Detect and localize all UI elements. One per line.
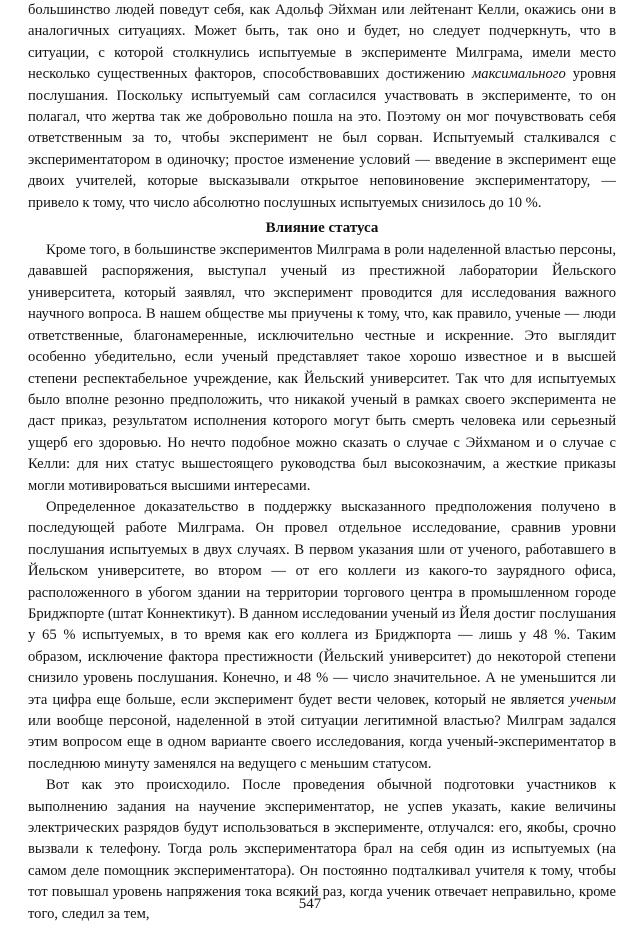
emphasis-maximal: максимального — [471, 66, 566, 83]
emphasis-scientist: ученым — [569, 691, 616, 708]
text-run: Вот как это происходило. После проведения обычной подготовки участников к выполнению задания на научение экспериментатор, не успев указать, какие величины электрических разрядов будут использоваться в эксперименте, отлучался: его, якобы, срочно вызвали к телефону. Тогда роль экспериментатора брал на себя один из испытуемых (на самом деле помощник экспериментатора). Он постоянно подталкивал учителя к тому, чтобы тот повышал уровень напряжения тока всякий раз, когда ученик отвечает неправильно, кроме того, следил за тем, — [28, 777, 616, 922]
text-run: уровня послушания. Поскольку испытуемый сам согласился участвовать в эксперименте, то он полагал, что жертва так же добровольно пошла на это. Поэтому он мог почувствовать себя ответственным за то, чтобы эксперимент не был сорван. Испытуемый сталкивался с экспериментатором в одиночку; простое изменение условий — введение в эксперимент еще двоих учителей, которые высказывали открытое неповиновение экспериментатору, — привело к тому, что число абсолютно послушных испытуемых снизилось до 10 %. — [28, 66, 617, 211]
text-run: большинство людей поведут себя, как Адольф Эйхман или лейтенант Келли, окажись они в аналогичных ситуациях. Может быть, так оно и будет, но следует подчеркнуть, что в ситуации, с которой столкнулись испытуемые в эксперименте Милграма, имели место несколько существенных факторов, способствовавших достижению — [28, 2, 616, 83]
paragraph-status-intro — [28, 240, 616, 497]
body-text — [28, 0, 616, 925]
text-run: Определенное доказательство в поддержку высказанного предположения получено в последующей работе Милграма. Он провел отдельное исследование, сравнив уровни послушания испытуемых в двух случаях. В первом указания шли от ученого, работавшего в Йельском университете, во втором — от его коллеги из какого-то заурядного офиса, расположенного в убогом здании на территории торгового центра в промышленном городе Бриджпорте (штат Коннектикут). В данном исследовании ученый из Йеля достиг послушания у 65 % испытуемых, в то время как его коллега из Бриджпорта — лишь у 48 %. Таким образом, исключение фактора престижности (Йельский университет) до некоторой степени снизило уровень послушания. Конечно, и 48 % — число значительное. А не уменьшится ли эта цифра еще больше, если эксперимент будет вести человек, который не является — [28, 498, 616, 708]
paragraph-bridgeport-study — [28, 497, 616, 775]
section-heading: Влияние статуса — [265, 220, 379, 237]
page-number: 547 — [298, 896, 322, 912]
text-run: Кроме того, в большинстве экспериментов Милграма в роли наделенной властью персоны, дававшей распоряжения, выступал ученый из престижной лаборатории Йельского университета, который заявлял, что эксперимент проводится для исследования важного научного вопроса. В нашем обществе мы приучены к тому, что, как правило, ученые — люди ответственные, благонамеренные, исключительно честные и искренние. Это выглядит особенно убедительно, если ученый представляет такое хорошо известное и в высшей степени респектабельное учреждение, как Йельский университет. Так что для испытуемых было вполне резонно предположить, что никакой ученый в рамках своего эксперимента не даст приказ, результатом исполнения которого могут быть смерть человека или серьезный ущерб его здоровью. Но нечто подобное можно сказать о случае с Эйхманом и о случае с Келли: для них статус вышестоящего руководства был высокозначим, а жесткие приказы могли мотивироваться высшими интересами. — [28, 242, 616, 494]
text-run: или вообще персоной, наделенной в этой ситуации легитимной властью? Милграм задался этим вопросом еще в одном варианте своего исследования, когда ученый-экспериментатор в последнюю минуту заменялся на ведущего с меньшим статусом. — [28, 713, 616, 772]
paragraph-eichmann-continuation — [28, 0, 616, 214]
